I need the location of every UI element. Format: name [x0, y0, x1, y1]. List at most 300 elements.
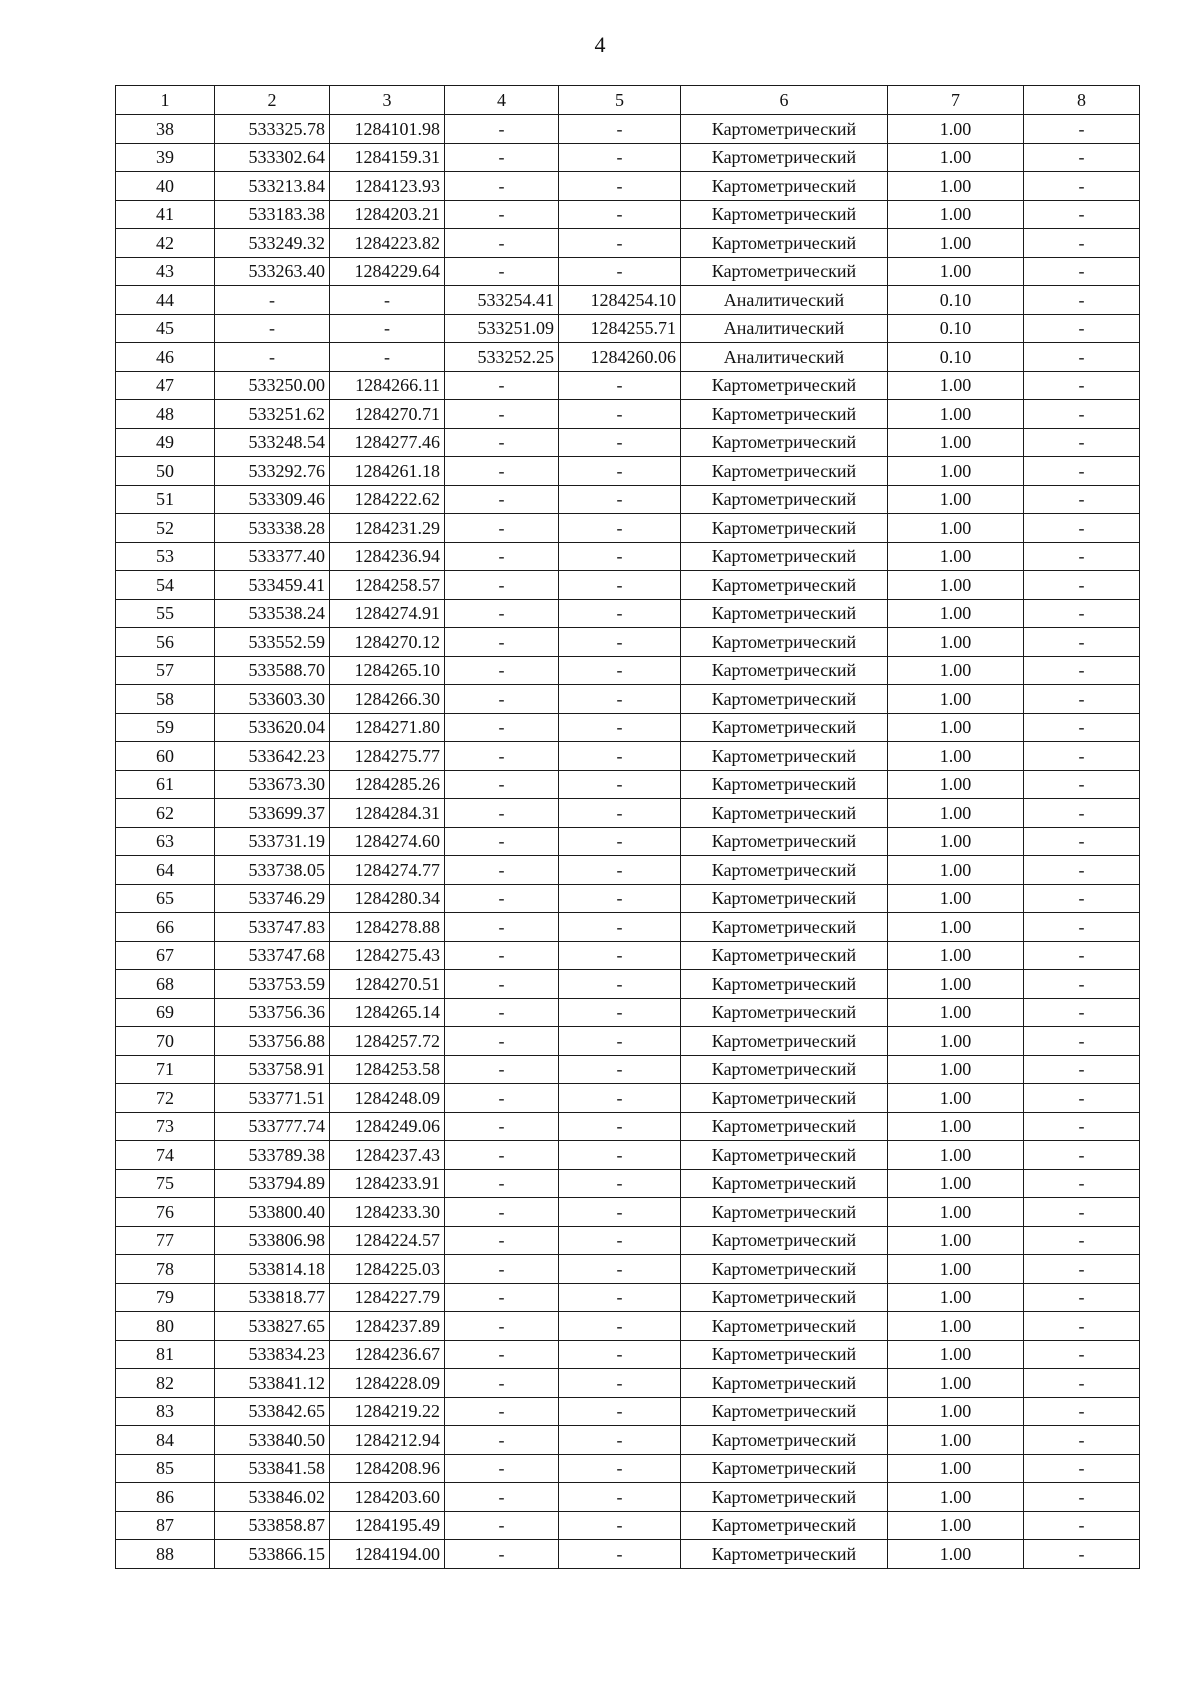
table-cell: 533459.41 [215, 571, 330, 600]
table-cell: Картометрический [681, 257, 888, 286]
table-cell: - [559, 143, 681, 172]
table-cell: 81 [116, 1340, 215, 1369]
table-cell: - [1024, 1198, 1140, 1227]
table-cell: 53 [116, 542, 215, 571]
table-cell: 1.00 [888, 400, 1024, 429]
table-cell: 40 [116, 172, 215, 201]
table-cell: - [445, 1540, 559, 1569]
table-cell: Картометрический [681, 1112, 888, 1141]
table-cell: - [1024, 856, 1140, 885]
table-cell: 1284228.09 [330, 1369, 445, 1398]
table-cell: - [445, 542, 559, 571]
page-number: 4 [594, 32, 606, 57]
table-cell: - [1024, 1340, 1140, 1369]
table-cell: 1284233.91 [330, 1169, 445, 1198]
table-cell: 533746.29 [215, 884, 330, 913]
table-cell: 533249.32 [215, 229, 330, 258]
table-cell: - [559, 1084, 681, 1113]
table-cell: - [1024, 827, 1140, 856]
table-cell: 85 [116, 1454, 215, 1483]
table-body [116, 86, 1140, 1569]
table-cell: - [559, 884, 681, 913]
table-cell: - [1024, 713, 1140, 742]
table-cell: 54 [116, 571, 215, 600]
table-cell: 1.00 [888, 1169, 1024, 1198]
table-row [116, 428, 1140, 457]
table-cell: - [1024, 229, 1140, 258]
table-header-row [116, 86, 1140, 115]
table-cell: 1284212.94 [330, 1426, 445, 1455]
table-cell: 1284225.03 [330, 1255, 445, 1284]
table-cell: Аналитический [681, 314, 888, 343]
table-cell: Картометрический [681, 457, 888, 486]
table-cell: Картометрический [681, 143, 888, 172]
table-cell: 1284222.62 [330, 485, 445, 514]
table-cell: - [445, 371, 559, 400]
table-cell: - [559, 799, 681, 828]
table-row [116, 1141, 1140, 1170]
table-cell: 68 [116, 970, 215, 999]
table-cell: - [445, 1141, 559, 1170]
table-cell: 1.00 [888, 371, 1024, 400]
table-cell: - [1024, 1483, 1140, 1512]
table-cell: 1284254.10 [559, 286, 681, 315]
table-cell: - [445, 1340, 559, 1369]
table-row [116, 371, 1140, 400]
table-cell: - [1024, 1226, 1140, 1255]
table-cell: - [445, 400, 559, 429]
table-cell: - [559, 1169, 681, 1198]
table-cell: 77 [116, 1226, 215, 1255]
table-cell: 1284101.98 [330, 115, 445, 144]
table-cell: 45 [116, 314, 215, 343]
column-header: 6 [681, 86, 888, 115]
table-cell: - [559, 1226, 681, 1255]
table-cell: 1284123.93 [330, 172, 445, 201]
table-row [116, 571, 1140, 600]
table-cell: 1.00 [888, 884, 1024, 913]
table-cell: - [1024, 286, 1140, 315]
table-cell: - [445, 1198, 559, 1227]
table-cell: 1.00 [888, 1369, 1024, 1398]
table-cell: 1284280.34 [330, 884, 445, 913]
table-cell: 1.00 [888, 428, 1024, 457]
table-cell: - [559, 742, 681, 771]
table-cell: - [1024, 1084, 1140, 1113]
table-cell: - [559, 1340, 681, 1369]
table-cell: 1284261.18 [330, 457, 445, 486]
table-cell: - [330, 286, 445, 315]
table-cell: - [445, 1397, 559, 1426]
table-cell: - [559, 400, 681, 429]
table-cell: - [445, 172, 559, 201]
table-cell: 533620.04 [215, 713, 330, 742]
table-cell: 65 [116, 884, 215, 913]
table-cell: Картометрический [681, 485, 888, 514]
table-cell: 533777.74 [215, 1112, 330, 1141]
table-cell: 1.00 [888, 1340, 1024, 1369]
table-cell: 1.00 [888, 713, 1024, 742]
table-cell: Картометрический [681, 713, 888, 742]
table-cell: 1284274.91 [330, 599, 445, 628]
table-cell: 533747.83 [215, 913, 330, 942]
table-cell: - [559, 1283, 681, 1312]
table-cell: - [445, 970, 559, 999]
coordinates-table [115, 85, 1140, 1569]
table-row [116, 1454, 1140, 1483]
table-cell: - [445, 1226, 559, 1255]
table-cell: 56 [116, 628, 215, 657]
table-cell: - [1024, 514, 1140, 543]
table-cell: 82 [116, 1369, 215, 1398]
table-cell: - [445, 1283, 559, 1312]
table-cell: 1284248.09 [330, 1084, 445, 1113]
table-cell: 1284284.31 [330, 799, 445, 828]
table-cell: 1284208.96 [330, 1454, 445, 1483]
table-cell: - [1024, 1112, 1140, 1141]
table-cell: Картометрический [681, 998, 888, 1027]
table-cell: 1.00 [888, 827, 1024, 856]
table-row [116, 514, 1140, 543]
table-cell: 1284237.89 [330, 1312, 445, 1341]
table-row [116, 1169, 1140, 1198]
table-cell: - [559, 428, 681, 457]
table-cell: - [445, 884, 559, 913]
table-cell: - [1024, 314, 1140, 343]
table-cell: - [559, 1055, 681, 1084]
table-cell: 66 [116, 913, 215, 942]
table-cell: - [559, 1511, 681, 1540]
table-cell: 55 [116, 599, 215, 628]
table-cell: - [1024, 799, 1140, 828]
table-cell: 52 [116, 514, 215, 543]
table-row [116, 1369, 1140, 1398]
table-cell: 1.00 [888, 685, 1024, 714]
table-cell: - [559, 856, 681, 885]
table-cell: 1284195.49 [330, 1511, 445, 1540]
table-row [116, 1312, 1140, 1341]
column-header: 1 [116, 86, 215, 115]
table-cell: - [445, 1055, 559, 1084]
table-cell: - [445, 143, 559, 172]
table-cell: 88 [116, 1540, 215, 1569]
table-cell: Картометрический [681, 1141, 888, 1170]
table-cell: - [1024, 998, 1140, 1027]
table-cell: - [445, 428, 559, 457]
table-cell: 87 [116, 1511, 215, 1540]
table-cell: 74 [116, 1141, 215, 1170]
table-cell: 533758.91 [215, 1055, 330, 1084]
table-row [116, 286, 1140, 315]
table-cell: 1.00 [888, 856, 1024, 885]
column-header: 8 [1024, 86, 1140, 115]
table-cell: 533603.30 [215, 685, 330, 714]
table-cell: - [1024, 656, 1140, 685]
table-cell: - [1024, 1312, 1140, 1341]
table-cell: 1.00 [888, 1027, 1024, 1056]
table-cell: - [1024, 742, 1140, 771]
table-cell: Картометрический [681, 1426, 888, 1455]
table-cell: 47 [116, 371, 215, 400]
table-row [116, 1397, 1140, 1426]
table-cell: 533866.15 [215, 1540, 330, 1569]
table-cell: - [1024, 257, 1140, 286]
table-cell: - [445, 200, 559, 229]
table-cell: 1.00 [888, 1483, 1024, 1512]
table-row [116, 599, 1140, 628]
table-cell: 1284266.30 [330, 685, 445, 714]
table-cell: 1284203.60 [330, 1483, 445, 1512]
table-cell: 1284265.10 [330, 656, 445, 685]
table-cell: 1284275.77 [330, 742, 445, 771]
table-cell: 1.00 [888, 485, 1024, 514]
table-cell: - [559, 229, 681, 258]
table-cell: - [445, 685, 559, 714]
table-cell: 1284266.11 [330, 371, 445, 400]
table-cell: 61 [116, 770, 215, 799]
table-cell: 1284219.22 [330, 1397, 445, 1426]
table-cell: Картометрический [681, 742, 888, 771]
table-cell: - [1024, 400, 1140, 429]
table-cell: - [559, 685, 681, 714]
table-cell: 533846.02 [215, 1483, 330, 1512]
table-row [116, 770, 1140, 799]
table-cell: 49 [116, 428, 215, 457]
table-cell: 1.00 [888, 1141, 1024, 1170]
table-cell: - [445, 799, 559, 828]
table-row [116, 1226, 1140, 1255]
table-cell: - [215, 314, 330, 343]
table-cell: - [445, 998, 559, 1027]
table-cell: - [445, 941, 559, 970]
table-cell: 533841.12 [215, 1369, 330, 1398]
table-cell: - [1024, 1055, 1140, 1084]
table-cell: - [1024, 628, 1140, 657]
table-cell: Картометрический [681, 856, 888, 885]
table-cell: - [1024, 1027, 1140, 1056]
table-cell: - [559, 514, 681, 543]
table-cell: - [215, 286, 330, 315]
table-row [116, 115, 1140, 144]
table-cell: - [1024, 542, 1140, 571]
table-row [116, 941, 1140, 970]
table-row [116, 143, 1140, 172]
table-cell: - [445, 1255, 559, 1284]
table-cell: 533756.36 [215, 998, 330, 1027]
table-cell: 533338.28 [215, 514, 330, 543]
table-row [116, 713, 1140, 742]
table-cell: 1284227.79 [330, 1283, 445, 1312]
table-cell: Картометрический [681, 400, 888, 429]
table-cell: - [445, 1426, 559, 1455]
table-cell: 1284278.88 [330, 913, 445, 942]
column-header: 2 [215, 86, 330, 115]
table-cell: 1284271.80 [330, 713, 445, 742]
table-cell: - [559, 257, 681, 286]
table-cell: 533840.50 [215, 1426, 330, 1455]
table-cell: 44 [116, 286, 215, 315]
table-cell: 83 [116, 1397, 215, 1426]
table-cell: - [445, 257, 559, 286]
table-cell: Картометрический [681, 1340, 888, 1369]
table-cell: Аналитический [681, 286, 888, 315]
table-cell: 533309.46 [215, 485, 330, 514]
table-cell: 533250.00 [215, 371, 330, 400]
table-cell: 58 [116, 685, 215, 714]
table-row [116, 799, 1140, 828]
table-cell: 72 [116, 1084, 215, 1113]
table-row [116, 1255, 1140, 1284]
table-cell: - [559, 1369, 681, 1398]
table-cell: 1284277.46 [330, 428, 445, 457]
table-row [116, 1426, 1140, 1455]
table-cell: 533673.30 [215, 770, 330, 799]
table-row [116, 400, 1140, 429]
table-cell: 1284203.21 [330, 200, 445, 229]
table-cell: - [559, 941, 681, 970]
table-cell: Картометрический [681, 1198, 888, 1227]
column-header: 4 [445, 86, 559, 115]
table-cell: Картометрический [681, 970, 888, 999]
table-cell: 1284249.06 [330, 1112, 445, 1141]
table-row [116, 884, 1140, 913]
table-row [116, 1340, 1140, 1369]
table-cell: 1.00 [888, 1426, 1024, 1455]
table-cell: - [445, 770, 559, 799]
table-cell: 1.00 [888, 457, 1024, 486]
table-cell: Картометрический [681, 1397, 888, 1426]
table-cell: - [1024, 1255, 1140, 1284]
table-cell: 1.00 [888, 913, 1024, 942]
table-cell: 1.00 [888, 970, 1024, 999]
table-row [116, 913, 1140, 942]
table-cell: 1284159.31 [330, 143, 445, 172]
table-cell: 1.00 [888, 628, 1024, 657]
table-cell: 1.00 [888, 542, 1024, 571]
table-cell: - [559, 656, 681, 685]
table-cell: - [445, 599, 559, 628]
table-cell: 533642.23 [215, 742, 330, 771]
table-cell: Картометрический [681, 1055, 888, 1084]
table-cell: 48 [116, 400, 215, 429]
table-cell: - [445, 913, 559, 942]
table-cell: 0.10 [888, 314, 1024, 343]
table-cell: - [559, 1540, 681, 1569]
column-header: 5 [559, 86, 681, 115]
table-row [116, 742, 1140, 771]
table-cell: 42 [116, 229, 215, 258]
table-cell: 1.00 [888, 742, 1024, 771]
table-cell: 533325.78 [215, 115, 330, 144]
table-cell: Картометрический [681, 542, 888, 571]
table-row [116, 542, 1140, 571]
table-cell: - [559, 1397, 681, 1426]
table-cell: 86 [116, 1483, 215, 1512]
table-cell: - [445, 571, 559, 600]
table-cell: 1284258.57 [330, 571, 445, 600]
table-cell: 533789.38 [215, 1141, 330, 1170]
table-cell: 1.00 [888, 257, 1024, 286]
table-cell: - [559, 1454, 681, 1483]
table-cell: - [559, 485, 681, 514]
table-cell: 533377.40 [215, 542, 330, 571]
table-cell: - [445, 1112, 559, 1141]
table-cell: 533806.98 [215, 1226, 330, 1255]
table-cell: 533753.59 [215, 970, 330, 999]
table-cell: Картометрический [681, 941, 888, 970]
table-cell: Картометрический [681, 656, 888, 685]
table-cell: - [559, 1255, 681, 1284]
table-cell: Картометрический [681, 371, 888, 400]
table-cell: Картометрический [681, 913, 888, 942]
table-cell: Картометрический [681, 1169, 888, 1198]
table-cell: 73 [116, 1112, 215, 1141]
table-cell: 1284274.60 [330, 827, 445, 856]
table-cell: 70 [116, 1027, 215, 1056]
table-cell: 1284270.71 [330, 400, 445, 429]
table-cell: - [1024, 685, 1140, 714]
table-cell: 1284236.94 [330, 542, 445, 571]
table-row [116, 1084, 1140, 1113]
table-cell: 1.00 [888, 1511, 1024, 1540]
table-cell: Картометрический [681, 599, 888, 628]
column-header: 7 [888, 86, 1024, 115]
table-cell: 1.00 [888, 770, 1024, 799]
table-cell: 1284223.82 [330, 229, 445, 258]
table-cell: Картометрический [681, 1283, 888, 1312]
table-cell: 41 [116, 200, 215, 229]
table-cell: 1284233.30 [330, 1198, 445, 1227]
table-cell: - [1024, 428, 1140, 457]
table-cell: - [445, 1027, 559, 1056]
table-cell: - [445, 1454, 559, 1483]
table-cell: 533699.37 [215, 799, 330, 828]
table-cell: 1284231.29 [330, 514, 445, 543]
table-cell: - [445, 229, 559, 258]
table-cell: - [559, 998, 681, 1027]
table-cell: - [559, 200, 681, 229]
table-cell: - [330, 314, 445, 343]
table-cell: Картометрический [681, 1255, 888, 1284]
table-cell: - [1024, 884, 1140, 913]
table-cell: 1.00 [888, 200, 1024, 229]
table-cell: Картометрический [681, 884, 888, 913]
table-cell: - [1024, 115, 1140, 144]
table-cell: 1.00 [888, 1397, 1024, 1426]
table-cell: Картометрический [681, 1084, 888, 1113]
table-cell: - [1024, 913, 1140, 942]
table-cell: - [445, 656, 559, 685]
table-cell: - [1024, 599, 1140, 628]
table-cell: 57 [116, 656, 215, 685]
table-cell: 533248.54 [215, 428, 330, 457]
table-cell: Картометрический [681, 1540, 888, 1569]
table-cell: 1.00 [888, 998, 1024, 1027]
table-cell: - [559, 457, 681, 486]
table-cell: - [559, 827, 681, 856]
table-cell: Картометрический [681, 428, 888, 457]
table-row [116, 229, 1140, 258]
table-row [116, 1540, 1140, 1569]
table-cell: 533263.40 [215, 257, 330, 286]
table-cell: 38 [116, 115, 215, 144]
table-cell: Картометрический [681, 571, 888, 600]
table-cell: - [1024, 1169, 1140, 1198]
table-cell: - [1024, 941, 1140, 970]
table-cell: 533794.89 [215, 1169, 330, 1198]
table-row [116, 1198, 1140, 1227]
table-cell: 1284255.71 [559, 314, 681, 343]
